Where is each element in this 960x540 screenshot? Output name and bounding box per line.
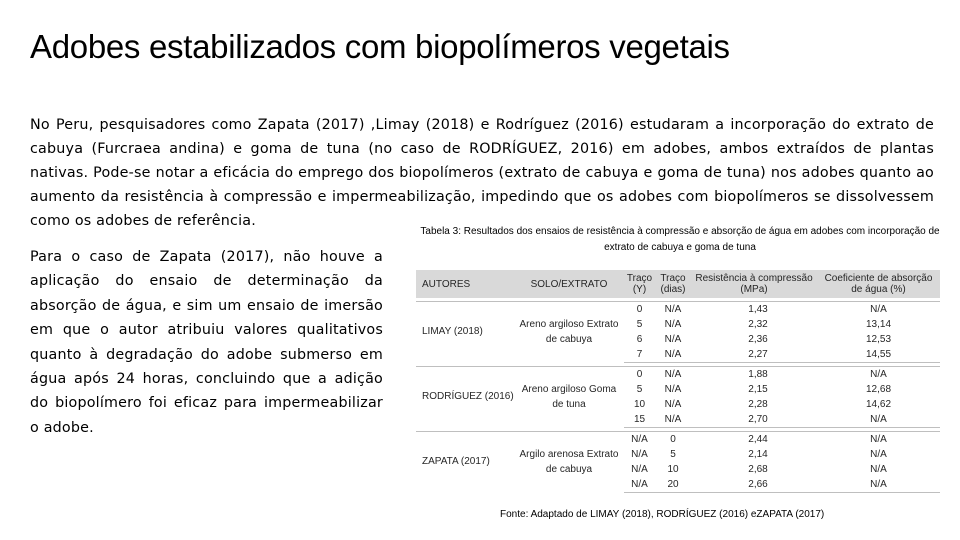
cell-autor: RODRÍGUEZ (2016) (422, 391, 514, 403)
cell-coeficiente: N/A (817, 412, 940, 428)
cell-coeficiente: 12,68 (865, 383, 892, 395)
cell-coeficiente: N/A (870, 433, 887, 445)
cell-resistencia: 2,44 (748, 433, 768, 445)
header-solo-extrato: SOLO/EXTRATO (514, 270, 624, 298)
cell-autor: LIMAY (2018) (422, 326, 483, 338)
cell-coeficiente: N/A (870, 368, 887, 380)
intro-paragraph: No Peru, pesquisadores como Zapata (2017) ,Limay (2018) e Rodríguez (2016) estudaram a incorporação do extrato de cabuya (Furcraea andina) e goma de tuna (no caso de RODRÍGUEZ, 2016) em adobes, ambos extraídos de plantas nativas. Pode-se notar a eficácia do emprego dos biopolímeros (extrato de cabuya e goma de tuna) nos adobes quanto ao aumento da resistência à compressão e impermeabilização, impedindo que os adobes com biopolímeros se dissolvessem como os adobes de referência. (30, 117, 934, 230)
cell-coeficiente: 13,14 (865, 318, 892, 330)
cell-autor: ZAPATA (2017) (422, 456, 490, 468)
header-coeficiente: Coeficiente de absorção de água (%) (817, 270, 940, 298)
cell-traco-y: 6 (636, 333, 643, 345)
slide-title: Adobes estabilizados com biopolímeros vegetais (30, 28, 730, 65)
table-header-row (416, 270, 940, 298)
cell-traco-y: N/A (624, 477, 655, 493)
cell-resistencia: 2,15 (748, 383, 768, 395)
cell-coeficiente: 12,53 (865, 333, 892, 345)
table-row (416, 432, 940, 448)
cell-coeficiente: N/A (870, 303, 887, 315)
cell-resistencia: 2,27 (691, 347, 817, 363)
results-table (416, 270, 940, 493)
cell-traco-dias: N/A (664, 318, 682, 330)
table-source: Fonte: Adaptado de LIMAY (2018), RODRÍGUEZ (2016) eZAPATA (2017) (500, 509, 825, 520)
cell-traco-dias: 0 (670, 433, 676, 445)
cell-resistencia: 2,36 (748, 333, 768, 345)
cell-traco-y: 5 (636, 383, 643, 395)
table-row (416, 367, 940, 383)
cell-traco-y: 0 (636, 303, 643, 315)
cell-traco-y: N/A (631, 448, 648, 460)
cell-resistencia: 2,32 (748, 318, 768, 330)
cell-solo-extrato: Areno argiloso Extrato de cabuya (519, 319, 619, 346)
header-resistencia: Resistência à compressão (MPa) (691, 270, 817, 298)
cell-traco-dias: N/A (664, 368, 682, 380)
cell-resistencia: 2,28 (748, 398, 768, 410)
cell-resistencia: 1,88 (748, 368, 768, 380)
header-autores: AUTORES (416, 270, 514, 298)
cell-traco-y: N/A (631, 433, 648, 445)
cell-traco-dias: 10 (667, 463, 679, 475)
cell-traco-dias: N/A (664, 398, 682, 410)
cell-solo-extrato: Argilo arenosa Extrato de cabuya (519, 449, 619, 476)
cell-traco-dias: N/A (664, 333, 682, 345)
cell-resistencia: 1,43 (748, 303, 768, 315)
header-traco-dias: Traço (dias) (655, 270, 691, 298)
side-paragraph: Para o caso de Zapata (2017), não houve a aplicação do ensaio de determinação da absorção de água, e sim um ensaio de imersão em que o autor atribuiu valores qualitativos quanto à degradação do adobe submerso em água após 24 horas, concluindo que a adição do biopolímero foi eficaz para impermeabilizar o adobe. (30, 249, 383, 436)
header-traco-y: Traço (Y) (624, 270, 655, 298)
cell-coeficiente: 14,62 (865, 398, 892, 410)
cell-traco-dias: N/A (664, 383, 682, 395)
cell-resistencia: 2,70 (691, 412, 817, 428)
cell-coeficiente: 14,55 (817, 347, 940, 363)
table-body (416, 298, 940, 493)
cell-traco-dias: 5 (670, 448, 676, 460)
cell-coeficiente: N/A (870, 463, 887, 475)
cell-traco-dias: N/A (655, 412, 691, 428)
cell-traco-y: 5 (636, 318, 643, 330)
cell-coeficiente: N/A (817, 477, 940, 493)
cell-traco-dias: 20 (655, 477, 691, 493)
cell-traco-y: N/A (631, 463, 648, 475)
cell-resistencia: 2,14 (748, 448, 768, 460)
cell-traco-y: 7 (624, 347, 655, 363)
table-row (416, 302, 940, 318)
cell-traco-y: 10 (633, 398, 646, 410)
cell-traco-y: 15 (624, 412, 655, 428)
cell-traco-dias: N/A (664, 303, 682, 315)
cell-solo-extrato: Areno argiloso Goma de tuna (521, 384, 617, 411)
cell-traco-y: 0 (636, 368, 643, 380)
cell-coeficiente: N/A (870, 448, 887, 460)
cell-resistencia: 2,66 (691, 477, 817, 493)
table-caption: Tabela 3: Resultados dos ensaios de resistência à compressão e absorção de água em adobes com incorporação de extrato de cabuya e goma de tuna (420, 226, 940, 253)
cell-traco-dias: N/A (655, 347, 691, 363)
cell-resistencia: 2,68 (748, 463, 768, 475)
